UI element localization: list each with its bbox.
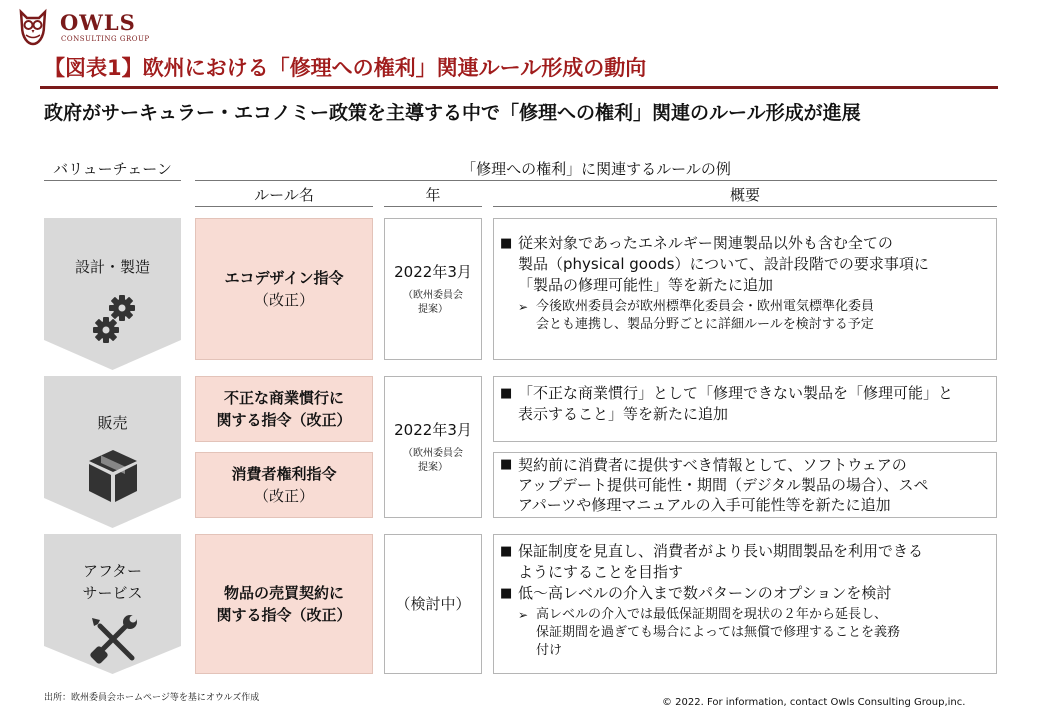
summary-cell [493,534,997,674]
rule-name: 関する指令（改正） [216,606,352,624]
year-value: 2022年3月 [394,421,472,439]
header-divider [195,180,997,181]
stage-sales [44,376,181,528]
summary-text: 高レベルの介入では最低保証期間を現状の２年から延長し、 [536,607,888,622]
summary-text: 低～高レベルの介入まで数パターンのオプションを検討 [518,584,892,602]
summary-text: 保証制度を見直し、消費者がより長い期間製品を利用できる [518,542,924,560]
year-cell [384,218,482,360]
summary-text: 契約前に消費者に提供すべき情報として、ソフトウェアの [518,456,907,474]
year-cell [384,376,482,518]
stage-label-line: サービス [82,584,143,602]
tools-icon [88,614,138,664]
summary-cell [493,452,997,518]
summary-text: アップデート提供可能性・期間（デジタル製品の場合）、スペ [518,476,929,494]
summary-cell [493,376,997,442]
year-cell [384,534,482,674]
rule-name-cell [195,376,373,442]
rule-name-cell [195,534,373,674]
rule-name: 消費者権利指令 [231,465,337,483]
summary-text: 「不正な商業慣行」として「修理できない製品を「修理可能」と [518,384,954,402]
stage-design-manufacturing [44,218,181,370]
summary-text: 製品（physical goods）について、設計段階での要求事項に [518,255,929,273]
rule-name-suffix: （改正） [253,291,314,309]
year-note-line: 提案） [418,462,448,473]
rule-name-suffix: （改正） [253,487,314,505]
owl-icon [12,6,54,48]
header-divider [195,206,373,207]
rule-name-cell [195,218,373,360]
header-divider [493,206,997,207]
year-value: 2022年3月 [394,263,472,281]
gears-icon [88,292,144,348]
header-summary: 概要 [729,186,760,204]
summary-bullet: ■ 「不正な商業慣行」として「修理できない製品を「修理可能」と [500,384,954,402]
page-title: 【図表1】欧州における「修理への権利」関連ルール形成の動向 [44,56,647,80]
summary-text: 「製品の修理可能性」等を新たに追加 [518,276,774,294]
rule-name: 不正な商業慣行に [223,389,344,407]
year-value: （検討中） [395,595,471,613]
summary-bullet-cont [500,475,990,495]
summary-sub-bullet: ➢ 今後欧州委員会が欧州標準化委員会・欧州電気標準化委員 [518,299,875,314]
summary-text: 付け [536,643,563,658]
header-divider [384,206,482,207]
summary-bullet-cont [500,404,990,425]
stage-label: 設計・製造 [74,258,150,276]
summary-bullet-cont [500,495,990,515]
copyright-notice: © 2022. For information, contact Owls Consulting Group,inc. [662,697,966,708]
year-note-line: （欧州委員会 [403,448,463,459]
summary-sub-bullet-cont [500,624,990,642]
header-divider [44,180,181,181]
summary-text: 従来対象であったエネルギー関連製品以外も含む全ての [518,234,893,252]
page-subtitle: 政府がサーキュラー・エコノミー政策を主導する中で「修理への権利」関連のルール形成が進展 [44,102,861,124]
summary-sub-bullet-cont [500,642,990,660]
summary-bullet: ■ 保証制度を見直し、消費者がより長い期間製品を利用できる [500,542,924,560]
logo-tagline: CONSULTING GROUP [61,35,150,43]
stage-label-line: アフター [83,562,142,580]
year-note-line: 提案） [418,304,448,315]
summary-text: アパーツや修理マニュアルの入手可能性等を新たに追加 [518,496,891,514]
summary-bullet: ■ 低～高レベルの介入まで数パターンのオプションを検討 [500,584,892,602]
header-rule-examples: 「修理への権利」に関連するルールの例 [461,160,731,178]
header-value-chain: バリューチェーン [53,160,172,178]
summary-cell [493,218,997,360]
company-logo [12,6,172,50]
title-divider [40,86,998,89]
header-year: 年 [425,186,441,204]
source-note: 出所：欧州委員会ホームページ等を基にオウルズ作成 [44,693,260,703]
summary-bullet: ■ 従来対象であったエネルギー関連製品以外も含む全ての [500,234,893,252]
stage-after-service [44,534,181,674]
summary-bullet-cont [500,275,990,296]
rule-name: エコデザイン指令 [224,269,344,287]
rule-name: 物品の売買契約に [223,584,344,602]
summary-text: ようにすることを目指す [518,563,684,581]
logo-wordmark: OWLS [60,10,136,35]
summary-text: 会とも連携し、製品分野ごとに詳細ルールを検討する予定 [536,317,874,332]
summary-bullet-cont [500,562,990,583]
box-icon [86,448,140,504]
rule-name: 関する指令（改正） [216,411,352,429]
summary-text: 表示すること」等を新たに追加 [518,405,729,423]
stage-label: 販売 [97,414,128,432]
summary-bullet: ■ 契約前に消費者に提供すべき情報として、ソフトウェアの [500,456,907,474]
rule-name-cell [195,452,373,518]
summary-text: 今後欧州委員会が欧州標準化委員会・欧州電気標準化委員 [536,299,875,314]
year-note [403,289,463,317]
header-rule-name: ルール名 [254,186,314,204]
summary-sub-bullet-cont [500,316,990,334]
summary-bullet-cont [500,254,990,275]
year-note-line: （欧州委員会 [403,290,463,301]
summary-text: 保証期間を過ぎても場合によっては無償で修理することを義務 [536,625,901,640]
summary-sub-bullet: ➢ 高レベルの介入では最低保証期間を現状の２年から延長し、 [518,607,888,622]
year-note [403,447,463,475]
